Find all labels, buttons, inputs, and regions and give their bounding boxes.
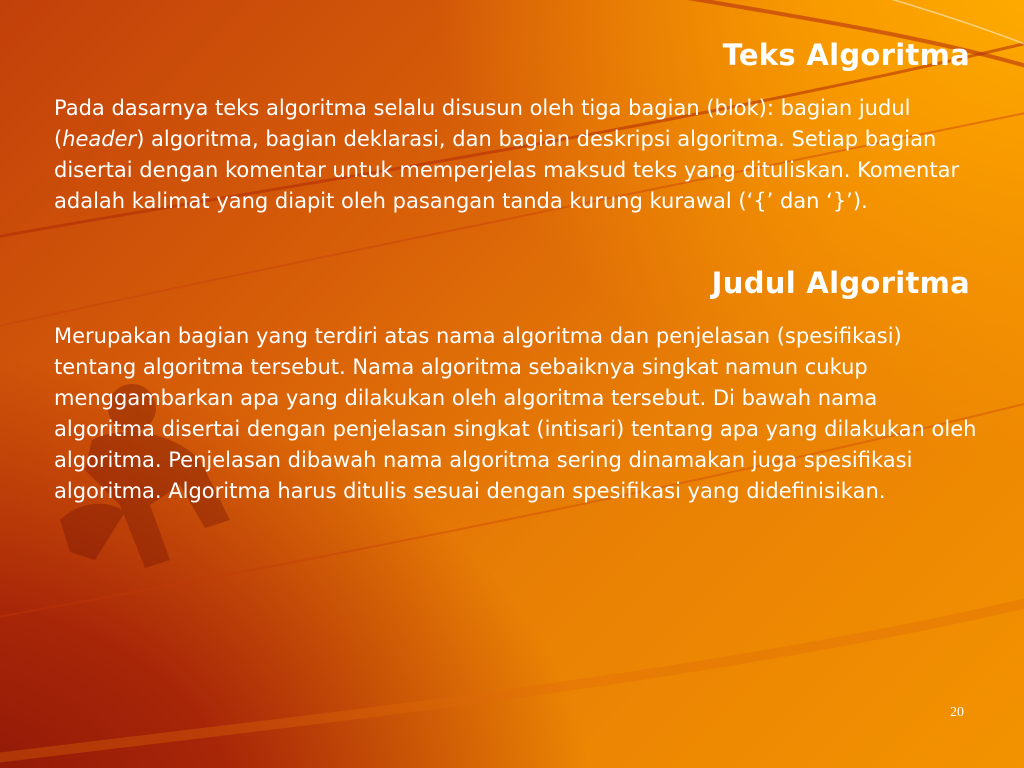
section-title-teks-algoritma: Teks Algoritma xyxy=(722,38,970,72)
paragraph-text-after-emphasis: ) algoritma, bagian deklarasi, dan bagian deskripsi algoritma. Setiap bagian disertai dengan komentar untuk memperjelas maksud teks yang dituliskan. Komentar adalah kalimat yang diapit oleh pasangan tanda kurung kurawal (‘{’ dan ‘}’). xyxy=(54,127,960,213)
paragraph-teks-algoritma xyxy=(54,93,984,217)
paragraph-text-before-emphasis: Pada dasarnya teks algoritma selalu disusun oleh tiga bagian (blok): bagian judul ( xyxy=(54,96,911,151)
page-number: 20 xyxy=(950,705,964,720)
emphasis-header-word: header xyxy=(62,127,137,151)
section-title-judul-algoritma: Judul Algoritma xyxy=(711,266,970,300)
paragraph-judul-algoritma: Merupakan bagian yang terdiri atas nama algoritma dan penjelasan (spesifikasi) tentang algoritma tersebut. Nama algoritma sebaiknya singkat namun cukup menggambarkan apa yang dilakukan oleh algoritma tersebut. Di bawah nama algoritma disertai dengan penjelasan singkat (intisari) tentang apa yang dilakukan oleh algoritma. Penjelasan dibawah nama algoritma sering dinamakan juga spesifikasi algoritma. Algoritma harus ditulis sesuai dengan spesifikasi yang didefinisikan. xyxy=(54,324,977,503)
